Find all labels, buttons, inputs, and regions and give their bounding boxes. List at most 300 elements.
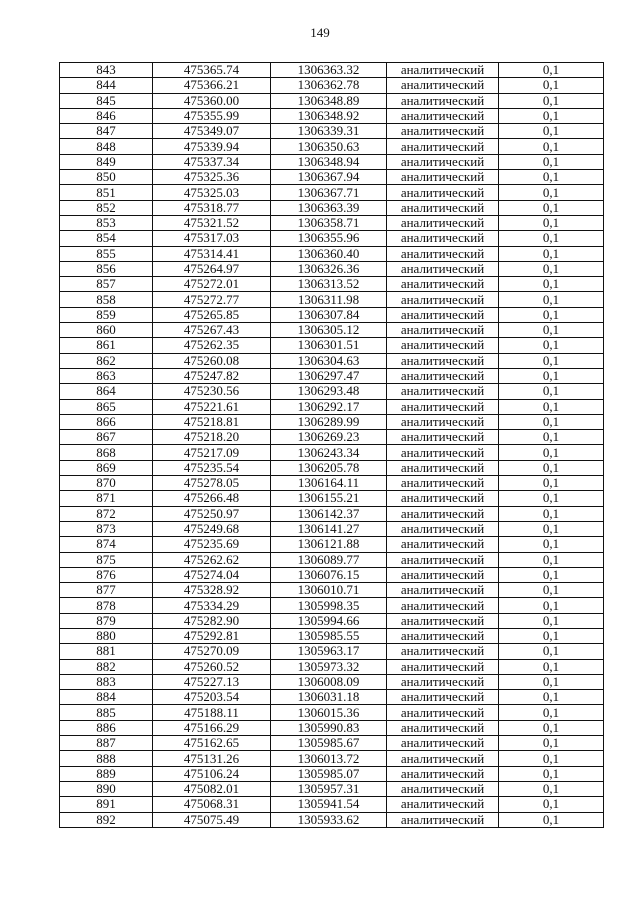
accuracy-cell: 0,1 bbox=[499, 537, 604, 552]
y-coordinate-cell: 1306307.84 bbox=[271, 307, 387, 322]
x-coordinate-cell: 475230.56 bbox=[153, 384, 271, 399]
method-cell: аналитический bbox=[387, 720, 499, 735]
x-coordinate-cell: 475247.82 bbox=[153, 368, 271, 383]
y-coordinate-cell: 1305973.32 bbox=[271, 659, 387, 674]
method-cell: аналитический bbox=[387, 476, 499, 491]
table-row bbox=[60, 246, 604, 261]
x-coordinate-cell: 475250.97 bbox=[153, 506, 271, 521]
x-coordinate-cell: 475314.41 bbox=[153, 246, 271, 261]
table-row bbox=[60, 384, 604, 399]
method-cell: аналитический bbox=[387, 399, 499, 414]
table-row bbox=[60, 613, 604, 628]
accuracy-cell: 0,1 bbox=[499, 231, 604, 246]
point-number-cell: 878 bbox=[60, 598, 153, 613]
point-number-cell: 889 bbox=[60, 766, 153, 781]
accuracy-cell: 0,1 bbox=[499, 552, 604, 567]
table-row bbox=[60, 154, 604, 169]
y-coordinate-cell: 1306089.77 bbox=[271, 552, 387, 567]
point-number-cell: 890 bbox=[60, 781, 153, 796]
point-number-cell: 892 bbox=[60, 812, 153, 827]
x-coordinate-cell: 475264.97 bbox=[153, 261, 271, 276]
method-cell: аналитический bbox=[387, 261, 499, 276]
y-coordinate-cell: 1306304.63 bbox=[271, 353, 387, 368]
method-cell: аналитический bbox=[387, 108, 499, 123]
x-coordinate-cell: 475188.11 bbox=[153, 705, 271, 720]
table-row bbox=[60, 368, 604, 383]
table-row bbox=[60, 353, 604, 368]
table-row bbox=[60, 812, 604, 827]
method-cell: аналитический bbox=[387, 552, 499, 567]
table-row bbox=[60, 583, 604, 598]
table-row bbox=[60, 139, 604, 154]
point-number-cell: 853 bbox=[60, 215, 153, 230]
x-coordinate-cell: 475262.35 bbox=[153, 338, 271, 353]
accuracy-cell: 0,1 bbox=[499, 476, 604, 491]
y-coordinate-cell: 1306142.37 bbox=[271, 506, 387, 521]
method-cell: аналитический bbox=[387, 659, 499, 674]
point-number-cell: 851 bbox=[60, 185, 153, 200]
coordinates-table bbox=[59, 62, 604, 828]
point-number-cell: 845 bbox=[60, 93, 153, 108]
point-number-cell: 859 bbox=[60, 307, 153, 322]
method-cell: аналитический bbox=[387, 628, 499, 643]
table-row bbox=[60, 231, 604, 246]
method-cell: аналитический bbox=[387, 537, 499, 552]
method-cell: аналитический bbox=[387, 215, 499, 230]
y-coordinate-cell: 1306362.78 bbox=[271, 78, 387, 93]
table-row bbox=[60, 399, 604, 414]
table-row bbox=[60, 598, 604, 613]
point-number-cell: 886 bbox=[60, 720, 153, 735]
point-number-cell: 875 bbox=[60, 552, 153, 567]
method-cell: аналитический bbox=[387, 812, 499, 827]
y-coordinate-cell: 1305990.83 bbox=[271, 720, 387, 735]
y-coordinate-cell: 1306305.12 bbox=[271, 323, 387, 338]
method-cell: аналитический bbox=[387, 124, 499, 139]
accuracy-cell: 0,1 bbox=[499, 338, 604, 353]
point-number-cell: 865 bbox=[60, 399, 153, 414]
table-row bbox=[60, 430, 604, 445]
y-coordinate-cell: 1306155.21 bbox=[271, 491, 387, 506]
accuracy-cell: 0,1 bbox=[499, 766, 604, 781]
x-coordinate-cell: 475267.43 bbox=[153, 323, 271, 338]
accuracy-cell: 0,1 bbox=[499, 521, 604, 536]
point-number-cell: 855 bbox=[60, 246, 153, 261]
accuracy-cell: 0,1 bbox=[499, 399, 604, 414]
method-cell: аналитический bbox=[387, 277, 499, 292]
x-coordinate-cell: 475262.62 bbox=[153, 552, 271, 567]
coordinates-table-body bbox=[60, 63, 604, 828]
accuracy-cell: 0,1 bbox=[499, 93, 604, 108]
accuracy-cell: 0,1 bbox=[499, 659, 604, 674]
x-coordinate-cell: 475266.48 bbox=[153, 491, 271, 506]
method-cell: аналитический bbox=[387, 63, 499, 78]
y-coordinate-cell: 1306363.39 bbox=[271, 200, 387, 215]
accuracy-cell: 0,1 bbox=[499, 797, 604, 812]
x-coordinate-cell: 475217.09 bbox=[153, 445, 271, 460]
y-coordinate-cell: 1305998.35 bbox=[271, 598, 387, 613]
accuracy-cell: 0,1 bbox=[499, 246, 604, 261]
method-cell: аналитический bbox=[387, 430, 499, 445]
y-coordinate-cell: 1306367.71 bbox=[271, 185, 387, 200]
point-number-cell: 887 bbox=[60, 736, 153, 751]
table-row bbox=[60, 720, 604, 735]
accuracy-cell: 0,1 bbox=[499, 185, 604, 200]
accuracy-cell: 0,1 bbox=[499, 506, 604, 521]
x-coordinate-cell: 475166.29 bbox=[153, 720, 271, 735]
table-row bbox=[60, 491, 604, 506]
method-cell: аналитический bbox=[387, 154, 499, 169]
method-cell: аналитический bbox=[387, 368, 499, 383]
table-row bbox=[60, 445, 604, 460]
accuracy-cell: 0,1 bbox=[499, 139, 604, 154]
point-number-cell: 852 bbox=[60, 200, 153, 215]
y-coordinate-cell: 1306008.09 bbox=[271, 674, 387, 689]
method-cell: аналитический bbox=[387, 292, 499, 307]
table-row bbox=[60, 521, 604, 536]
accuracy-cell: 0,1 bbox=[499, 307, 604, 322]
point-number-cell: 880 bbox=[60, 628, 153, 643]
x-coordinate-cell: 475265.85 bbox=[153, 307, 271, 322]
x-coordinate-cell: 475317.03 bbox=[153, 231, 271, 246]
method-cell: аналитический bbox=[387, 170, 499, 185]
accuracy-cell: 0,1 bbox=[499, 384, 604, 399]
y-coordinate-cell: 1306205.78 bbox=[271, 460, 387, 475]
table-row bbox=[60, 506, 604, 521]
accuracy-cell: 0,1 bbox=[499, 108, 604, 123]
point-number-cell: 876 bbox=[60, 567, 153, 582]
table-row bbox=[60, 736, 604, 751]
accuracy-cell: 0,1 bbox=[499, 323, 604, 338]
x-coordinate-cell: 475272.01 bbox=[153, 277, 271, 292]
point-number-cell: 883 bbox=[60, 674, 153, 689]
method-cell: аналитический bbox=[387, 139, 499, 154]
method-cell: аналитический bbox=[387, 231, 499, 246]
y-coordinate-cell: 1306355.96 bbox=[271, 231, 387, 246]
accuracy-cell: 0,1 bbox=[499, 751, 604, 766]
table-row bbox=[60, 690, 604, 705]
table-row bbox=[60, 414, 604, 429]
x-coordinate-cell: 475355.99 bbox=[153, 108, 271, 123]
method-cell: аналитический bbox=[387, 567, 499, 582]
method-cell: аналитический bbox=[387, 414, 499, 429]
point-number-cell: 866 bbox=[60, 414, 153, 429]
point-number-cell: 872 bbox=[60, 506, 153, 521]
accuracy-cell: 0,1 bbox=[499, 705, 604, 720]
y-coordinate-cell: 1306121.88 bbox=[271, 537, 387, 552]
point-number-cell: 850 bbox=[60, 170, 153, 185]
point-number-cell: 881 bbox=[60, 644, 153, 659]
method-cell: аналитический bbox=[387, 751, 499, 766]
method-cell: аналитический bbox=[387, 705, 499, 720]
y-coordinate-cell: 1305985.67 bbox=[271, 736, 387, 751]
accuracy-cell: 0,1 bbox=[499, 200, 604, 215]
point-number-cell: 869 bbox=[60, 460, 153, 475]
x-coordinate-cell: 475272.77 bbox=[153, 292, 271, 307]
x-coordinate-cell: 475249.68 bbox=[153, 521, 271, 536]
point-number-cell: 879 bbox=[60, 613, 153, 628]
x-coordinate-cell: 475131.26 bbox=[153, 751, 271, 766]
x-coordinate-cell: 475328.92 bbox=[153, 583, 271, 598]
accuracy-cell: 0,1 bbox=[499, 63, 604, 78]
table-row bbox=[60, 185, 604, 200]
accuracy-cell: 0,1 bbox=[499, 430, 604, 445]
x-coordinate-cell: 475068.31 bbox=[153, 797, 271, 812]
accuracy-cell: 0,1 bbox=[499, 583, 604, 598]
method-cell: аналитический bbox=[387, 690, 499, 705]
y-coordinate-cell: 1306164.11 bbox=[271, 476, 387, 491]
y-coordinate-cell: 1306313.52 bbox=[271, 277, 387, 292]
y-coordinate-cell: 1305985.07 bbox=[271, 766, 387, 781]
point-number-cell: 864 bbox=[60, 384, 153, 399]
y-coordinate-cell: 1306013.72 bbox=[271, 751, 387, 766]
table-row bbox=[60, 277, 604, 292]
method-cell: аналитический bbox=[387, 246, 499, 261]
point-number-cell: 885 bbox=[60, 705, 153, 720]
method-cell: аналитический bbox=[387, 598, 499, 613]
y-coordinate-cell: 1306348.92 bbox=[271, 108, 387, 123]
x-coordinate-cell: 475218.20 bbox=[153, 430, 271, 445]
x-coordinate-cell: 475349.07 bbox=[153, 124, 271, 139]
x-coordinate-cell: 475221.61 bbox=[153, 399, 271, 414]
table-row bbox=[60, 674, 604, 689]
y-coordinate-cell: 1306141.27 bbox=[271, 521, 387, 536]
table-row bbox=[60, 338, 604, 353]
x-coordinate-cell: 475318.77 bbox=[153, 200, 271, 215]
x-coordinate-cell: 475366.21 bbox=[153, 78, 271, 93]
table-row bbox=[60, 93, 604, 108]
point-number-cell: 861 bbox=[60, 338, 153, 353]
table-row bbox=[60, 170, 604, 185]
table-row bbox=[60, 108, 604, 123]
point-number-cell: 884 bbox=[60, 690, 153, 705]
x-coordinate-cell: 475235.69 bbox=[153, 537, 271, 552]
y-coordinate-cell: 1306350.63 bbox=[271, 139, 387, 154]
x-coordinate-cell: 475321.52 bbox=[153, 215, 271, 230]
method-cell: аналитический bbox=[387, 353, 499, 368]
point-number-cell: 867 bbox=[60, 430, 153, 445]
point-number-cell: 877 bbox=[60, 583, 153, 598]
point-number-cell: 857 bbox=[60, 277, 153, 292]
accuracy-cell: 0,1 bbox=[499, 292, 604, 307]
y-coordinate-cell: 1306311.98 bbox=[271, 292, 387, 307]
method-cell: аналитический bbox=[387, 460, 499, 475]
method-cell: аналитический bbox=[387, 797, 499, 812]
method-cell: аналитический bbox=[387, 185, 499, 200]
accuracy-cell: 0,1 bbox=[499, 628, 604, 643]
method-cell: аналитический bbox=[387, 674, 499, 689]
method-cell: аналитический bbox=[387, 93, 499, 108]
accuracy-cell: 0,1 bbox=[499, 690, 604, 705]
x-coordinate-cell: 475082.01 bbox=[153, 781, 271, 796]
x-coordinate-cell: 475339.94 bbox=[153, 139, 271, 154]
method-cell: аналитический bbox=[387, 644, 499, 659]
table-row bbox=[60, 460, 604, 475]
y-coordinate-cell: 1306297.47 bbox=[271, 368, 387, 383]
accuracy-cell: 0,1 bbox=[499, 154, 604, 169]
y-coordinate-cell: 1306326.36 bbox=[271, 261, 387, 276]
point-number-cell: 868 bbox=[60, 445, 153, 460]
accuracy-cell: 0,1 bbox=[499, 491, 604, 506]
table-row bbox=[60, 644, 604, 659]
y-coordinate-cell: 1306363.32 bbox=[271, 63, 387, 78]
y-coordinate-cell: 1305933.62 bbox=[271, 812, 387, 827]
table-row bbox=[60, 78, 604, 93]
y-coordinate-cell: 1306293.48 bbox=[271, 384, 387, 399]
accuracy-cell: 0,1 bbox=[499, 445, 604, 460]
page-number: 149 bbox=[310, 25, 330, 40]
y-coordinate-cell: 1306301.51 bbox=[271, 338, 387, 353]
accuracy-cell: 0,1 bbox=[499, 215, 604, 230]
point-number-cell: 856 bbox=[60, 261, 153, 276]
point-number-cell: 860 bbox=[60, 323, 153, 338]
point-number-cell: 854 bbox=[60, 231, 153, 246]
x-coordinate-cell: 475292.81 bbox=[153, 628, 271, 643]
point-number-cell: 844 bbox=[60, 78, 153, 93]
accuracy-cell: 0,1 bbox=[499, 613, 604, 628]
y-coordinate-cell: 1306243.34 bbox=[271, 445, 387, 460]
x-coordinate-cell: 475325.36 bbox=[153, 170, 271, 185]
y-coordinate-cell: 1306360.40 bbox=[271, 246, 387, 261]
y-coordinate-cell: 1306348.89 bbox=[271, 93, 387, 108]
accuracy-cell: 0,1 bbox=[499, 720, 604, 735]
table-row bbox=[60, 476, 604, 491]
x-coordinate-cell: 475260.08 bbox=[153, 353, 271, 368]
accuracy-cell: 0,1 bbox=[499, 124, 604, 139]
table-row bbox=[60, 537, 604, 552]
x-coordinate-cell: 475282.90 bbox=[153, 613, 271, 628]
method-cell: аналитический bbox=[387, 307, 499, 322]
method-cell: аналитический bbox=[387, 583, 499, 598]
method-cell: аналитический bbox=[387, 338, 499, 353]
y-coordinate-cell: 1306358.71 bbox=[271, 215, 387, 230]
method-cell: аналитический bbox=[387, 521, 499, 536]
y-coordinate-cell: 1306348.94 bbox=[271, 154, 387, 169]
y-coordinate-cell: 1305957.31 bbox=[271, 781, 387, 796]
y-coordinate-cell: 1306367.94 bbox=[271, 170, 387, 185]
accuracy-cell: 0,1 bbox=[499, 414, 604, 429]
x-coordinate-cell: 475270.09 bbox=[153, 644, 271, 659]
x-coordinate-cell: 475334.29 bbox=[153, 598, 271, 613]
point-number-cell: 862 bbox=[60, 353, 153, 368]
method-cell: аналитический bbox=[387, 323, 499, 338]
table-row bbox=[60, 261, 604, 276]
table-row bbox=[60, 200, 604, 215]
point-number-cell: 891 bbox=[60, 797, 153, 812]
table-row bbox=[60, 659, 604, 674]
table-row bbox=[60, 307, 604, 322]
point-number-cell: 849 bbox=[60, 154, 153, 169]
x-coordinate-cell: 475325.03 bbox=[153, 185, 271, 200]
point-number-cell: 847 bbox=[60, 124, 153, 139]
table-row bbox=[60, 797, 604, 812]
method-cell: аналитический bbox=[387, 506, 499, 521]
method-cell: аналитический bbox=[387, 200, 499, 215]
point-number-cell: 874 bbox=[60, 537, 153, 552]
method-cell: аналитический bbox=[387, 491, 499, 506]
table-row bbox=[60, 766, 604, 781]
point-number-cell: 871 bbox=[60, 491, 153, 506]
y-coordinate-cell: 1305963.17 bbox=[271, 644, 387, 659]
y-coordinate-cell: 1306269.23 bbox=[271, 430, 387, 445]
x-coordinate-cell: 475365.74 bbox=[153, 63, 271, 78]
point-number-cell: 858 bbox=[60, 292, 153, 307]
table-row bbox=[60, 552, 604, 567]
accuracy-cell: 0,1 bbox=[499, 78, 604, 93]
accuracy-cell: 0,1 bbox=[499, 460, 604, 475]
accuracy-cell: 0,1 bbox=[499, 598, 604, 613]
x-coordinate-cell: 475260.52 bbox=[153, 659, 271, 674]
x-coordinate-cell: 475235.54 bbox=[153, 460, 271, 475]
accuracy-cell: 0,1 bbox=[499, 674, 604, 689]
y-coordinate-cell: 1306289.99 bbox=[271, 414, 387, 429]
table-row bbox=[60, 628, 604, 643]
method-cell: аналитический bbox=[387, 384, 499, 399]
y-coordinate-cell: 1306292.17 bbox=[271, 399, 387, 414]
method-cell: аналитический bbox=[387, 445, 499, 460]
y-coordinate-cell: 1305994.66 bbox=[271, 613, 387, 628]
point-number-cell: 863 bbox=[60, 368, 153, 383]
point-number-cell: 888 bbox=[60, 751, 153, 766]
table-row bbox=[60, 781, 604, 796]
method-cell: аналитический bbox=[387, 781, 499, 796]
accuracy-cell: 0,1 bbox=[499, 644, 604, 659]
x-coordinate-cell: 475274.04 bbox=[153, 567, 271, 582]
table-row bbox=[60, 292, 604, 307]
accuracy-cell: 0,1 bbox=[499, 261, 604, 276]
point-number-cell: 846 bbox=[60, 108, 153, 123]
y-coordinate-cell: 1306076.15 bbox=[271, 567, 387, 582]
point-number-cell: 848 bbox=[60, 139, 153, 154]
method-cell: аналитический bbox=[387, 736, 499, 751]
accuracy-cell: 0,1 bbox=[499, 781, 604, 796]
x-coordinate-cell: 475203.54 bbox=[153, 690, 271, 705]
x-coordinate-cell: 475278.05 bbox=[153, 476, 271, 491]
table-row bbox=[60, 751, 604, 766]
method-cell: аналитический bbox=[387, 766, 499, 781]
x-coordinate-cell: 475075.49 bbox=[153, 812, 271, 827]
table-row bbox=[60, 215, 604, 230]
table-row bbox=[60, 705, 604, 720]
x-coordinate-cell: 475162.65 bbox=[153, 736, 271, 751]
point-number-cell: 843 bbox=[60, 63, 153, 78]
accuracy-cell: 0,1 bbox=[499, 170, 604, 185]
accuracy-cell: 0,1 bbox=[499, 567, 604, 582]
y-coordinate-cell: 1305941.54 bbox=[271, 797, 387, 812]
accuracy-cell: 0,1 bbox=[499, 812, 604, 827]
accuracy-cell: 0,1 bbox=[499, 368, 604, 383]
x-coordinate-cell: 475218.81 bbox=[153, 414, 271, 429]
y-coordinate-cell: 1306031.18 bbox=[271, 690, 387, 705]
x-coordinate-cell: 475360.00 bbox=[153, 93, 271, 108]
accuracy-cell: 0,1 bbox=[499, 277, 604, 292]
table-row bbox=[60, 63, 604, 78]
y-coordinate-cell: 1305985.55 bbox=[271, 628, 387, 643]
y-coordinate-cell: 1306339.31 bbox=[271, 124, 387, 139]
point-number-cell: 882 bbox=[60, 659, 153, 674]
y-coordinate-cell: 1306010.71 bbox=[271, 583, 387, 598]
method-cell: аналитический bbox=[387, 613, 499, 628]
x-coordinate-cell: 475227.13 bbox=[153, 674, 271, 689]
point-number-cell: 873 bbox=[60, 521, 153, 536]
accuracy-cell: 0,1 bbox=[499, 736, 604, 751]
x-coordinate-cell: 475337.34 bbox=[153, 154, 271, 169]
table-row bbox=[60, 567, 604, 582]
y-coordinate-cell: 1306015.36 bbox=[271, 705, 387, 720]
table-row bbox=[60, 323, 604, 338]
table-row bbox=[60, 124, 604, 139]
accuracy-cell: 0,1 bbox=[499, 353, 604, 368]
